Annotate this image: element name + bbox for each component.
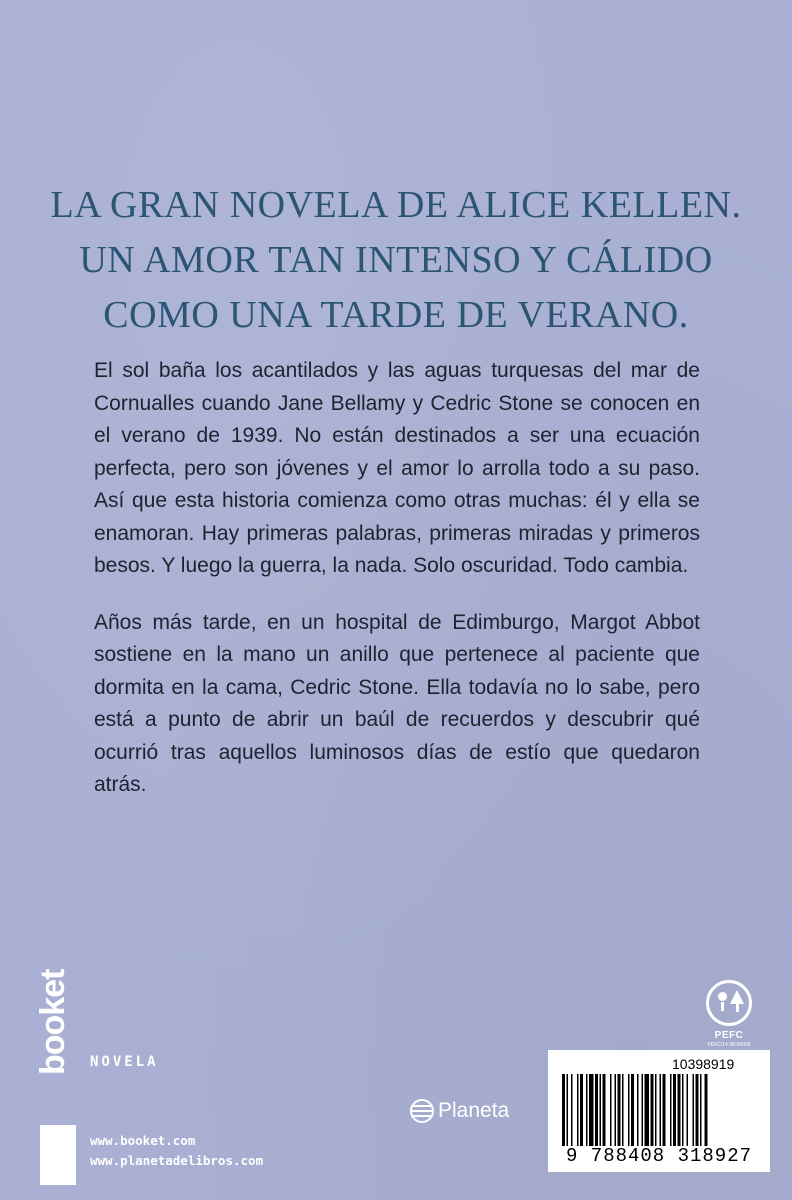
- tagline-line-2: UN AMOR TAN INTENSO Y CÁLIDO: [79, 239, 713, 281]
- tagline-line-3: COMO UNA TARDE DE VERANO.: [103, 294, 689, 336]
- pefc-certification: [693, 980, 765, 1048]
- pefc-label: PEFC: [714, 1030, 744, 1041]
- barcode: [548, 1050, 770, 1172]
- synopsis: [94, 355, 700, 826]
- booket-url: www.booket.com: [90, 1133, 196, 1148]
- isbn-number: 9 788408 318927: [565, 1145, 753, 1167]
- planetadelibros-url: www.planetadelibros.com: [90, 1153, 264, 1168]
- synopsis-paragraph-2: Años más tarde, en un hospital de Edimburgo, Margot Abbot sostiene en la mano un anillo que pertenece al paciente que dormita en la cama, Cedric Stone. Ella todavía no lo sabe, pero está a punto de abrir un baúl de recuerdos y descubrir qué ocurrió tras aquellos luminosos días de estío que quedaron atrás.: [94, 610, 700, 796]
- pefc-code: PEFC/14-38-00005: [707, 1042, 751, 1048]
- booket-logo: booket: [34, 969, 72, 1075]
- publisher-logo: [410, 1095, 509, 1127]
- internal-code: 10398919: [672, 1056, 735, 1072]
- pefc-tree-icon: [706, 980, 752, 1026]
- tagline: [0, 178, 792, 343]
- barcode-bars: [562, 1074, 756, 1146]
- booket-logo-block: [40, 1125, 76, 1185]
- synopsis-paragraph-1: El sol baña los acantilados y las aguas turquesas del mar de Cornualles cuando Jane Bellamy y Cedric Stone se conocen en el verano de 1939. No están destinados a ser una ecuación perfecta, pero son jóvenes y el amor lo arrolla todo a su paso. Así que esta historia comienza como otras muchas: él y ella se enamoran. Hay primeras palabras, primeras miradas y primeros besos. Y luego la guerra, la nada. Solo oscuridad. Todo cambia.: [94, 359, 700, 577]
- collection-label: NOVELA: [90, 1054, 159, 1070]
- tagline-line-1: LA GRAN NOVELA DE ALICE KELLEN.: [50, 184, 742, 226]
- publisher-name: Planeta: [438, 1099, 510, 1122]
- planeta-globe-icon: [410, 1099, 434, 1123]
